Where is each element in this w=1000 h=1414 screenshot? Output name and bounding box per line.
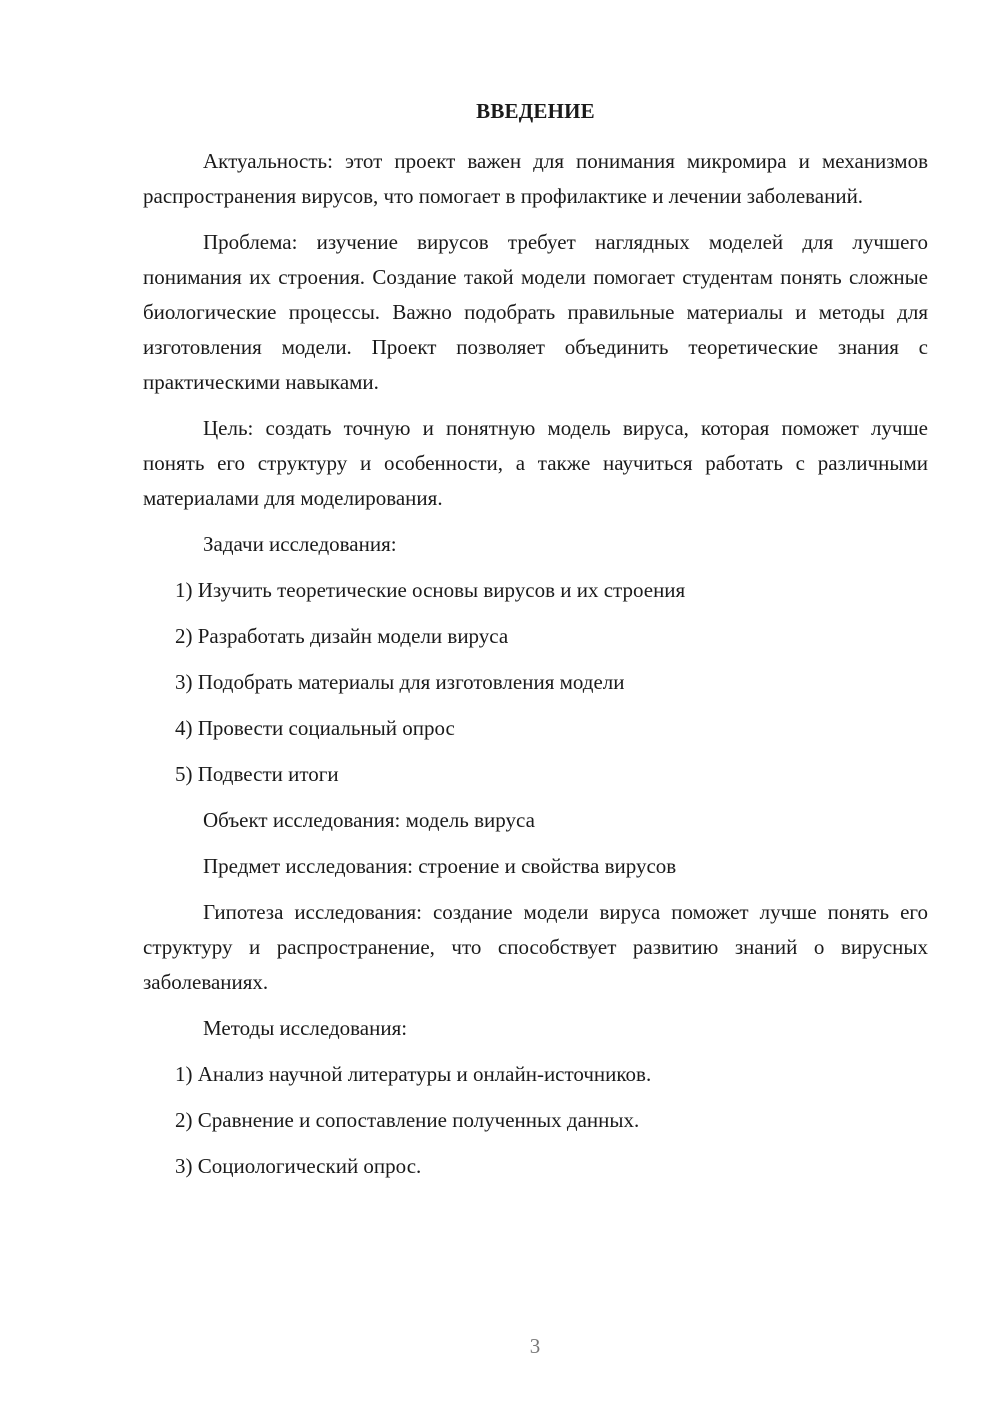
- list-item: 3) Подобрать материалы для изготовления модели: [175, 670, 625, 694]
- list-item: 1) Изучить теоретические основы вирусов и их строения: [175, 578, 686, 602]
- list-item: 2) Разработать дизайн модели вируса: [175, 624, 509, 648]
- goal-paragraph: Цель: создать точную и понятную модель вируса, которая поможет лучше понять его структуру и особенности, а также научиться работать с различными материалами для моделирования.: [143, 416, 928, 510]
- problem-paragraph: Проблема: изучение вирусов требует наглядных моделей для лучшего понимания их строения. Создание такой модели помогает студентам понять сложные биологические процессы. Важно подобрать правильные материалы и методы для изготовления модели. Проект позволяет объединить теоретические знания с практическими навыками.: [143, 230, 928, 394]
- document-page: [143, 96, 928, 1195]
- hypothesis-paragraph: Гипотеза исследования: создание модели вируса поможет лучше понять его структуру и распространение, что способствует развитию знаний о вирусных заболеваниях.: [143, 900, 928, 994]
- page-number: 3: [529, 1334, 541, 1358]
- list-item: 4) Провести социальный опрос: [175, 716, 455, 740]
- methods-list: [143, 1057, 928, 1184]
- research-subject: Предмет исследования: строение и свойства вирусов: [203, 854, 677, 878]
- relevance-paragraph: Актуальность: этот проект важен для понимания микромира и механизмов распространения вирусов, что помогает в профилактике и лечении заболеваний.: [143, 149, 928, 208]
- list-item: 1) Анализ научной литературы и онлайн-источников.: [175, 1062, 652, 1086]
- research-object: Объект исследования: модель вируса: [203, 808, 535, 832]
- list-item: 2) Сравнение и сопоставление полученных данных.: [175, 1108, 640, 1132]
- list-item: 5) Подвести итоги: [175, 762, 339, 786]
- page-title: ВВЕДЕНИЕ: [476, 99, 595, 123]
- tasks-list: [143, 573, 928, 792]
- list-item: 3) Социологический опрос.: [175, 1154, 422, 1178]
- tasks-heading: Задачи исследования:: [203, 532, 397, 556]
- methods-heading: Методы исследования:: [203, 1016, 408, 1040]
